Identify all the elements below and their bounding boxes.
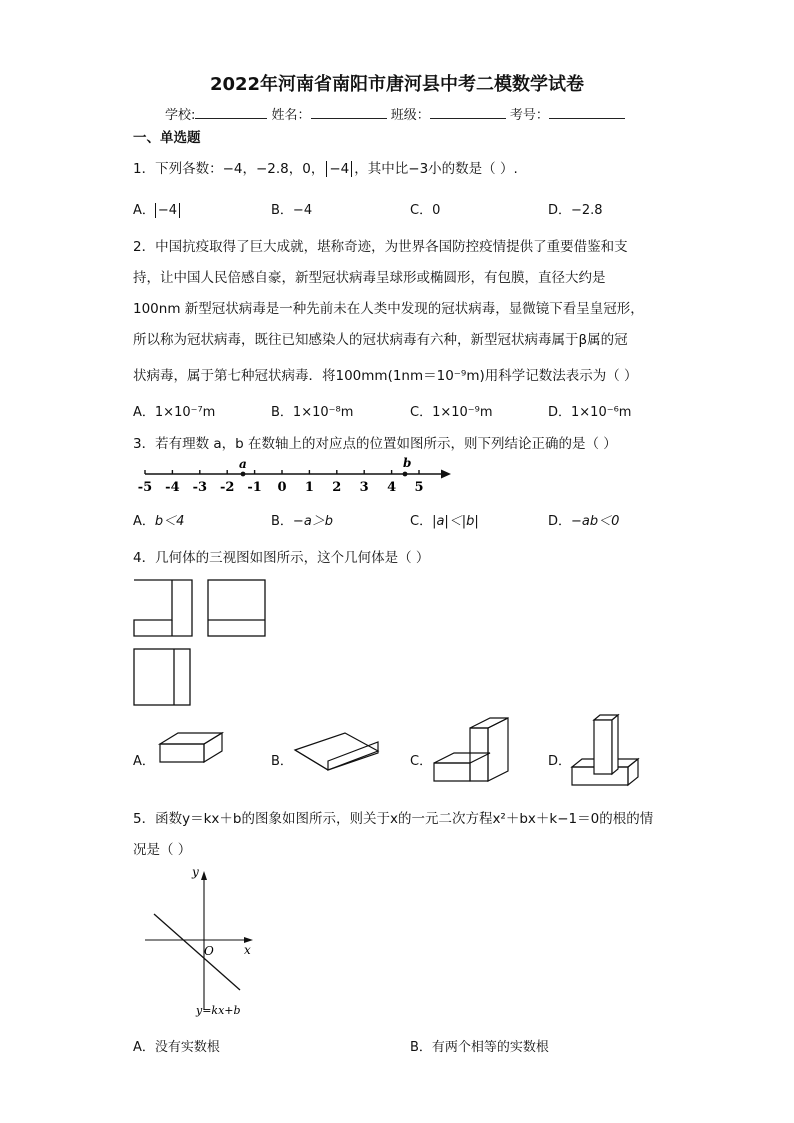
school-label: 学校: (165, 108, 196, 123)
number-blank[interactable] (549, 106, 625, 119)
q1-stem-part1: 1．下列各数：−4，−2.8，0， (133, 161, 325, 177)
option-label: C． (410, 514, 433, 529)
option-label: C． (410, 754, 433, 769)
point-b-dot (403, 472, 408, 477)
q5-option-a[interactable] (133, 1036, 220, 1055)
q2-option-c[interactable] (410, 401, 493, 420)
origin-label: O (204, 944, 214, 958)
student-info-row (165, 104, 625, 123)
option-label: A． (133, 754, 155, 769)
q2-option-a[interactable] (133, 401, 215, 420)
q4-stem: 4．几何体的三视图如图所示，这个几何体是（ ） (133, 550, 430, 566)
linear-function-graph (140, 862, 265, 1020)
q2-option-d[interactable] (548, 401, 631, 420)
q4-option-c-solid (430, 715, 515, 795)
option-label: A． (133, 203, 155, 218)
tick-label: 1 (304, 480, 314, 495)
q1-stem-part2: ，其中比−3小的数是（ ）. (354, 161, 518, 177)
number-line-figure (133, 455, 463, 497)
three-views-figure (130, 575, 270, 710)
option-text: 0 (432, 203, 441, 218)
q2-line-1: 2．中国抗疫取得了巨大成就，堪称奇迹，为世界各国防控疫情提供了重要借鉴和支 (133, 239, 628, 255)
option-text: −4 (155, 203, 180, 218)
option-label: D． (548, 754, 572, 769)
class-label: 班级： (390, 108, 430, 123)
option-label: C． (410, 405, 433, 420)
tick-label: -5 (137, 480, 153, 495)
option-text: 没有实数根 (154, 1040, 220, 1055)
section-heading: 一、单选题 (133, 130, 201, 146)
tick-label: -4 (165, 480, 180, 495)
option-text: |a|＜|b| (432, 514, 479, 529)
tick-label: 2 (332, 480, 342, 495)
option-label: A． (133, 514, 155, 529)
point-b-label: b (403, 456, 412, 470)
tick-label: 3 (359, 480, 369, 495)
q3-option-a[interactable] (133, 510, 184, 529)
option-label: B． (271, 754, 293, 769)
function-label: y=kx+b (196, 1004, 241, 1017)
q1-option-d[interactable] (548, 199, 603, 218)
option-label: B． (271, 203, 293, 218)
q2-option-b[interactable] (271, 401, 353, 420)
q5-stem-line-1: 5．函数y＝kx＋b的图象如图所示，则关于x的一元二次方程x²＋bx＋k−1＝0的根的情 (133, 811, 654, 827)
option-label: A． (133, 405, 155, 420)
tick-label: 4 (387, 480, 397, 495)
option-text: 1×10⁻⁷m (154, 405, 216, 420)
option-label: D． (548, 203, 572, 218)
top-view (134, 649, 190, 705)
q4-option-a-solid (152, 728, 227, 778)
q3-option-c[interactable] (410, 510, 479, 529)
y-axis-arrow-icon (201, 871, 207, 880)
q1-abs-value: −4 (326, 161, 352, 177)
q1-option-c[interactable] (410, 199, 440, 218)
option-label: D． (548, 514, 572, 529)
q5-option-b[interactable] (410, 1036, 549, 1055)
q4-option-c[interactable] (410, 750, 432, 769)
q3-option-d[interactable] (548, 510, 619, 529)
name-blank[interactable] (311, 106, 387, 119)
option-text: −4 (292, 203, 313, 218)
option-label: B． (271, 514, 293, 529)
number-label: 考号： (509, 108, 549, 123)
tick-label: -2 (219, 480, 235, 495)
option-text: 有两个相等的实数根 (431, 1040, 549, 1055)
q2-line-2: 持，让中国人民倍感自豪，新型冠状病毒呈球形或椭圆形，有包膜，直径大约是 (133, 270, 606, 286)
point-a-label: a (239, 457, 247, 471)
q5-stem-line-2: 况是（ ） (133, 842, 192, 858)
q1-option-a[interactable] (133, 199, 180, 218)
option-label: D． (548, 405, 572, 420)
x-axis-label: x (244, 943, 251, 957)
q3-stem: 3．若有理数 a，b 在数轴上的对应点的位置如图所示，则下列结论正确的是（ ） (133, 436, 617, 452)
tick-label: 5 (414, 480, 424, 495)
option-label: A． (133, 1040, 155, 1055)
q1-option-b[interactable] (271, 199, 312, 218)
option-text: 1×10⁻⁸m (292, 405, 354, 420)
option-text: −ab＜0 (571, 514, 620, 529)
option-label: B． (271, 405, 293, 420)
option-text: 1×10⁻⁶m (571, 405, 632, 420)
option-text: −2.8 (571, 203, 603, 218)
y-axis-label: y (192, 865, 199, 879)
option-text: 1×10⁻⁹m (432, 405, 493, 420)
q4-option-b-solid (290, 728, 385, 778)
q1-stem (133, 157, 518, 177)
q4-option-d-solid (568, 712, 643, 802)
function-line (154, 914, 240, 990)
q2-line-5: 状病毒，属于第七种冠状病毒．将100mm(1nm＝10⁻⁹m)用科学记数法表示为（ ） (133, 368, 638, 384)
tick-label: -3 (192, 480, 208, 495)
name-label: 姓名： (271, 108, 311, 123)
option-text: b＜4 (154, 514, 185, 529)
option-label: C． (410, 203, 433, 218)
school-blank[interactable] (195, 106, 267, 119)
number-line-arrow-icon (441, 470, 451, 479)
front-view (134, 580, 192, 636)
point-a-dot (241, 472, 246, 477)
class-blank[interactable] (430, 106, 506, 119)
tick-label: -1 (247, 480, 262, 495)
q2-line-3: 100nm 新型冠状病毒是一种先前未在人类中发现的冠状病毒，显微镜下看呈皇冠形， (133, 301, 644, 317)
q2-line-4: 所以称为冠状病毒，既往已知感染人的冠状病毒有六种，新型冠状病毒属于β属的冠 (133, 332, 628, 348)
q3-option-b[interactable] (271, 510, 333, 529)
side-view (208, 580, 265, 636)
page-title: 2022年河南省南阳市唐河县中考二模数学试卷 (209, 74, 585, 95)
tick-label: 0 (277, 480, 287, 495)
option-text: −a＞b (292, 514, 334, 529)
option-label: B． (410, 1040, 432, 1055)
